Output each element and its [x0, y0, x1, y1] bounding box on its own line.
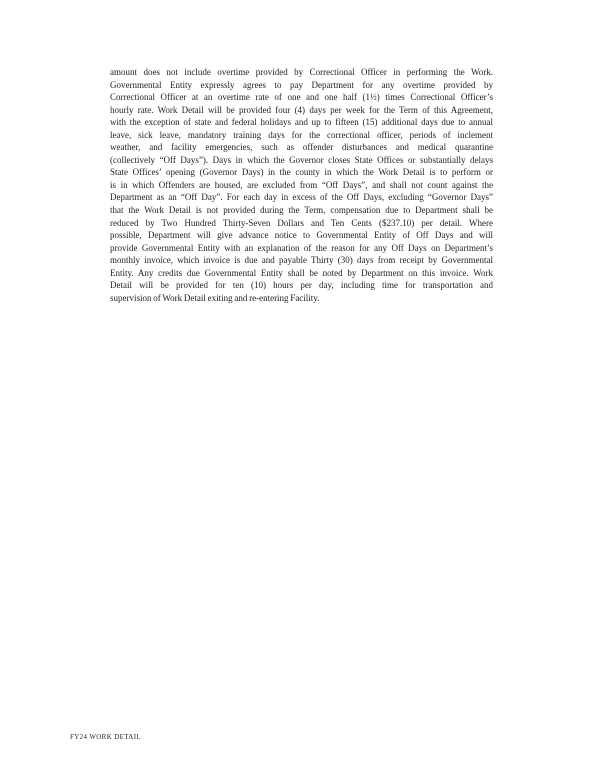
paragraph-line: supervision of Work Detail exiting and re-entering Facility.: [110, 292, 320, 303]
paragraph-line: Governmental Entity expressly agrees to pay Department for any overtime provided by: [110, 79, 493, 90]
paragraph-line: Correctional Officer at an overtime rate of one and one half (1½) times Correctional Officer’s: [110, 92, 493, 103]
paragraph-line: that the Work Detail is not provided during the Term, compensation due to Department shall be: [110, 205, 493, 216]
paragraph-line: is in which Offenders are housed, are excluded from “Off Days”, and shall not count against the: [110, 179, 493, 190]
page-footer: FY24 WORK DETAIL: [70, 733, 142, 741]
paragraph-line: possible, Department will give advance notice to Governmental Entity of Off Days and will: [110, 230, 493, 241]
paragraph-line: Department as an “Off Day”. For each day in excess of the Off Days, excluding “Governor Days”: [110, 192, 493, 203]
paragraph-line: weather, and facility emergencies, such as offender disturbances and medical quarantine: [110, 142, 493, 153]
paragraph-line: leave, sick leave, mandatory training days for the correctional officer, periods of inclement: [110, 129, 493, 140]
paragraph-line: Entity. Any credits due Governmental Entity shall be noted by Department on this invoice. Work: [110, 267, 493, 278]
paragraph-line: Detail will be provided for ten (10) hours per day, including time for transportation and: [110, 280, 493, 291]
paragraph-line: (collectively “Off Days”). Days in which the Governor closes State Offices or substantially delays: [110, 154, 493, 165]
paragraph-line: hourly rate. Work Detail will be provided four (4) days per week for the Term of this Agreement,: [110, 104, 493, 115]
paragraph-line: State Offices’ opening (Governor Days) in the county in which the Work Detail is to perform or: [110, 167, 493, 178]
paragraph-line: amount does not include overtime provided by Correctional Officer in performing the Work.: [110, 67, 493, 77]
paragraph-line: monthly invoice, which invoice is due and payable Thirty (30) days from receipt by Governmental: [110, 255, 493, 266]
paragraph-line: provide Governmental Entity with an explanation of the reason for any Off Days on Department’s: [110, 242, 493, 253]
paragraph-line: reduced by Two Hundred Thirty-Seven Dollars and Ten Cents ($237.10) per detail. Where: [110, 217, 493, 228]
paragraph-line: with the exception of state and federal holidays and up to fifteen (15) additional days due to annual: [110, 117, 493, 128]
contract-paragraph: [110, 66, 493, 304]
